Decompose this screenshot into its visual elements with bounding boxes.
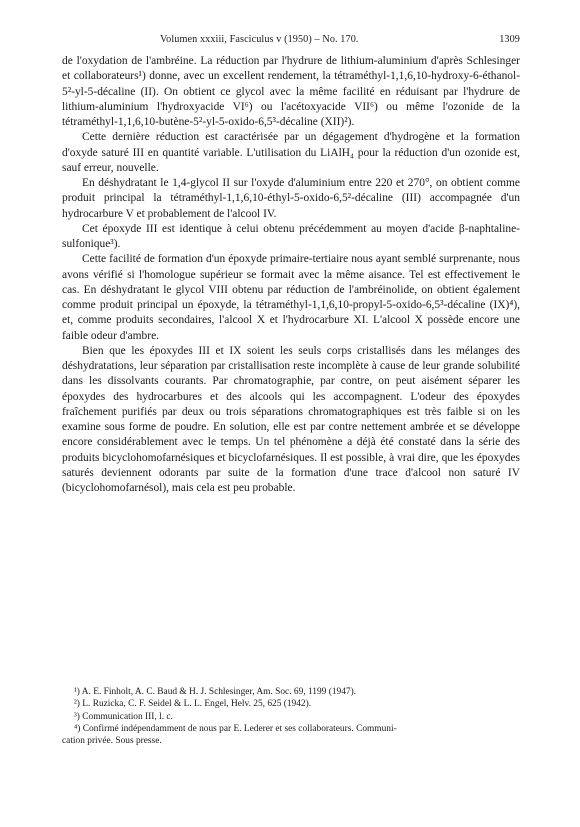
footnote: ⁴) Confirmé indépendamment de nous par E. Lederer et ses collaborateurs. Communi- <box>74 723 397 734</box>
paragraph: Cette dernière réduction est caractérisée par un dégagement d'hydrogène et la formation d'oxyde saturé III en quantité variable. L'utilisation du LiAlH₄ pour la réduction d'un ozonide est, sauf erreur, nouvelle. <box>62 131 520 174</box>
footnote-continuation: cation privée. Sous presse. <box>62 736 162 747</box>
article-body <box>62 54 520 496</box>
running-head <box>62 30 520 48</box>
paragraph: Bien que les époxydes III et IX soient les seuls corps cristallisés dans les mélanges des déshydratations, leur séparation par cristallisation reste incomplète à cause de leur grande solubilité dans les dissolvants courants. Par chromatographie, par contre, on peut aisément séparer les époxydes des hydrocarbures et des alcools qui les accompagnent. L'odeur des époxydes fraîchement purifiés par deux ou trois séparations chromatographiques est très faible si on les examine sous forme de poudre. En solution, elle est par contre nettement ambrée et se développe encore considérablement avec le temps. Un tel phénomène a déjà été constaté dans la série des produits bicyclohomofarnésiques et bicyclofarnésiques. Il est possible, à vrai dire, que les époxydes saturés deviennent odorants par suite de la formation d'une trace d'alcool non saturé IV (bicyclohomofarnésol), mais cela est peu probable. <box>62 344 520 494</box>
footnote: ¹) A. E. Finholt, A. C. Baud & H. J. Schlesinger, Am. Soc. 69, 1199 (1947). <box>74 687 357 697</box>
journal-citation: Volumen xxxiii, Fasciculus v (1950) – No. 170. <box>160 34 359 45</box>
footnote: ²) L. Ruzicka, C. F. Seidel & L. L. Engel, Helv. 25, 625 (1942). <box>74 699 312 710</box>
journal-page <box>62 30 520 747</box>
paragraph: Cet époxyde III est identique à celui obtenu précédemment au moyen d'acide β-naphtaline-sulfonique³). <box>62 222 520 250</box>
footnotes <box>62 686 520 747</box>
page-number: 1309 <box>499 34 520 45</box>
footnote: ³) Communication III, l. c. <box>74 711 173 722</box>
paragraph: de l'oxydation de l'ambréine. La réduction par l'hydrure de lithium-aluminium d'après Schlesinger et collaborateurs¹) donne, avec un excellent rendement, la tétraméthyl-1,1,6,10-hydroxy-6-éthanol-5²-yl-5-décaline (II). On obtient ce glycol avec la même facilité en réduisant par l'hydrure de lithium-aluminium l'hydroxyacide VI⁶) ou l'acétoxyacide VII⁶) ou même l'ozonide de la tétraméthyl-1,1,6,10-butène-5²-yl-5-oxido-6,5³-décaline (XII)²). <box>62 55 520 128</box>
paragraph: Cette facilité de formation d'un époxyde primaire-tertiaire nous ayant semblé surprenante, nous avons vérifié si l'homologue supérieur se formait avec la même aisance. Tel est effectivement le cas. En déshydratant le glycol VIII obtenu par réduction de l'ambréinolide, on obtient également comme produit principal un époxyde, la tétraméthyl-1,1,6,10-propyl-5-oxido-6,5³-décaline (IX)⁴), et, comme produits secondaires, l'alcool X et l'hydrocarbure XI. L'alcool X possède encore une faible odeur d'ambre. <box>62 253 520 342</box>
paragraph: En déshydratant le 1,4-glycol II sur l'oxyde d'aluminium entre 220 et 270°, on obtient comme produit principal la tétraméthyl-1,1,6,10-éthyl-5-oxido-6,5²-décaline (III) accompagnée d'un hydrocarbure V et probablement de l'alcool IV. <box>62 177 520 220</box>
